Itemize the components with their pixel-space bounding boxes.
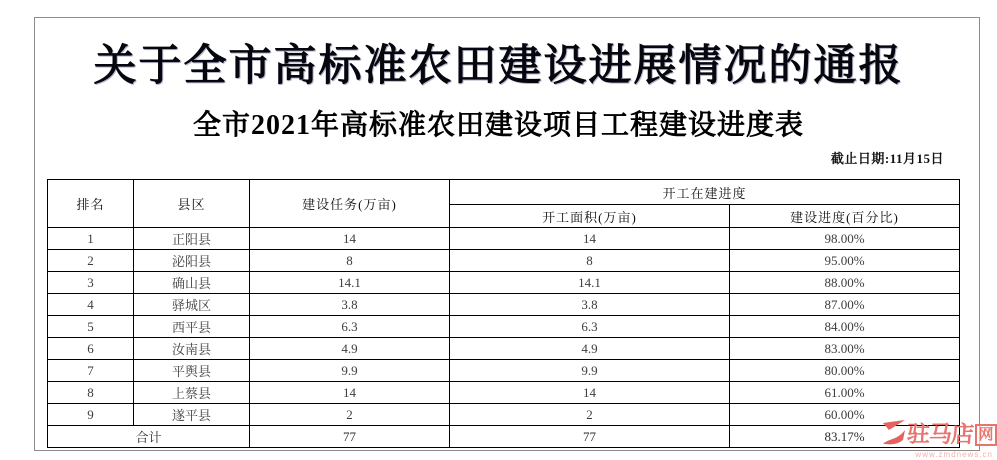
area-cell: 14 xyxy=(450,382,730,404)
page-title: 关于全市高标准农田建设进展情况的通报 xyxy=(93,43,904,90)
col-header-area: 开工面积(万亩) xyxy=(450,205,730,228)
percent-cell: 61.00% xyxy=(730,382,960,404)
progress-table xyxy=(47,179,960,448)
rank-cell: 4 xyxy=(48,294,134,316)
total-area-cell: 77 xyxy=(450,426,730,448)
county-cell: 确山县 xyxy=(134,272,250,294)
area-cell: 2 xyxy=(450,404,730,426)
watermark-site-suffix: 网 xyxy=(975,424,997,446)
task-cell: 14.1 xyxy=(250,272,450,294)
rank-cell: 1 xyxy=(48,228,134,250)
watermark-site-name: 驻马店 xyxy=(906,421,974,447)
col-header-task: 建设任务(万亩) xyxy=(250,180,450,228)
table-row xyxy=(48,272,960,294)
table-row xyxy=(48,338,960,360)
area-cell: 4.9 xyxy=(450,338,730,360)
task-cell: 14 xyxy=(250,228,450,250)
task-cell: 6.3 xyxy=(250,316,450,338)
percent-cell: 60.00% xyxy=(730,404,960,426)
rank-cell: 7 xyxy=(48,360,134,382)
county-cell: 泌阳县 xyxy=(134,250,250,272)
task-cell: 8 xyxy=(250,250,450,272)
county-cell: 遂平县 xyxy=(134,404,250,426)
rank-cell: 2 xyxy=(48,250,134,272)
total-percent-cell: 83.17% xyxy=(730,426,960,448)
table-row xyxy=(48,228,960,250)
percent-cell: 95.00% xyxy=(730,250,960,272)
percent-cell: 84.00% xyxy=(730,316,960,338)
percent-cell: 80.00% xyxy=(730,360,960,382)
cutoff-date-note: 截止日期:11月15日 xyxy=(830,151,944,166)
area-cell: 14 xyxy=(450,228,730,250)
header-row-top xyxy=(48,180,960,205)
county-cell: 驿城区 xyxy=(134,294,250,316)
total-label-cell: 合计 xyxy=(48,426,250,448)
col-header-rank: 排名 xyxy=(48,180,134,228)
rank-cell: 5 xyxy=(48,316,134,338)
task-cell: 2 xyxy=(250,404,450,426)
table-row xyxy=(48,294,960,316)
table-row xyxy=(48,316,960,338)
task-cell: 4.9 xyxy=(250,338,450,360)
county-cell: 正阳县 xyxy=(134,228,250,250)
table-header xyxy=(48,180,960,228)
percent-cell: 98.00% xyxy=(730,228,960,250)
area-cell: 8 xyxy=(450,250,730,272)
area-cell: 3.8 xyxy=(450,294,730,316)
task-cell: 14 xyxy=(250,382,450,404)
county-cell: 西平县 xyxy=(134,316,250,338)
percent-cell: 87.00% xyxy=(730,294,960,316)
total-task-cell: 77 xyxy=(250,426,450,448)
watermark-site-url: www.zmdnews.cn xyxy=(915,450,993,459)
table-total-row xyxy=(48,426,960,448)
task-cell: 9.9 xyxy=(250,360,450,382)
col-header-progress-group: 开工在建进度 xyxy=(450,180,960,205)
county-cell: 上蔡县 xyxy=(134,382,250,404)
table-row xyxy=(48,382,960,404)
area-cell: 6.3 xyxy=(450,316,730,338)
task-cell: 3.8 xyxy=(250,294,450,316)
area-cell: 9.9 xyxy=(450,360,730,382)
percent-cell: 88.00% xyxy=(730,272,960,294)
rank-cell: 9 xyxy=(48,404,134,426)
rank-cell: 3 xyxy=(48,272,134,294)
rank-cell: 8 xyxy=(48,382,134,404)
rank-cell: 6 xyxy=(48,338,134,360)
col-header-percent: 建设进度(百分比) xyxy=(730,205,960,228)
col-header-county: 县区 xyxy=(134,180,250,228)
table-row xyxy=(48,250,960,272)
area-cell: 14.1 xyxy=(450,272,730,294)
county-cell: 汝南县 xyxy=(134,338,250,360)
table-row xyxy=(48,404,960,426)
table-row xyxy=(48,360,960,382)
page-subtitle: 全市2021年高标准农田建设项目工程建设进度表 xyxy=(192,110,804,141)
county-cell: 平舆县 xyxy=(134,360,250,382)
percent-cell: 83.00% xyxy=(730,338,960,360)
